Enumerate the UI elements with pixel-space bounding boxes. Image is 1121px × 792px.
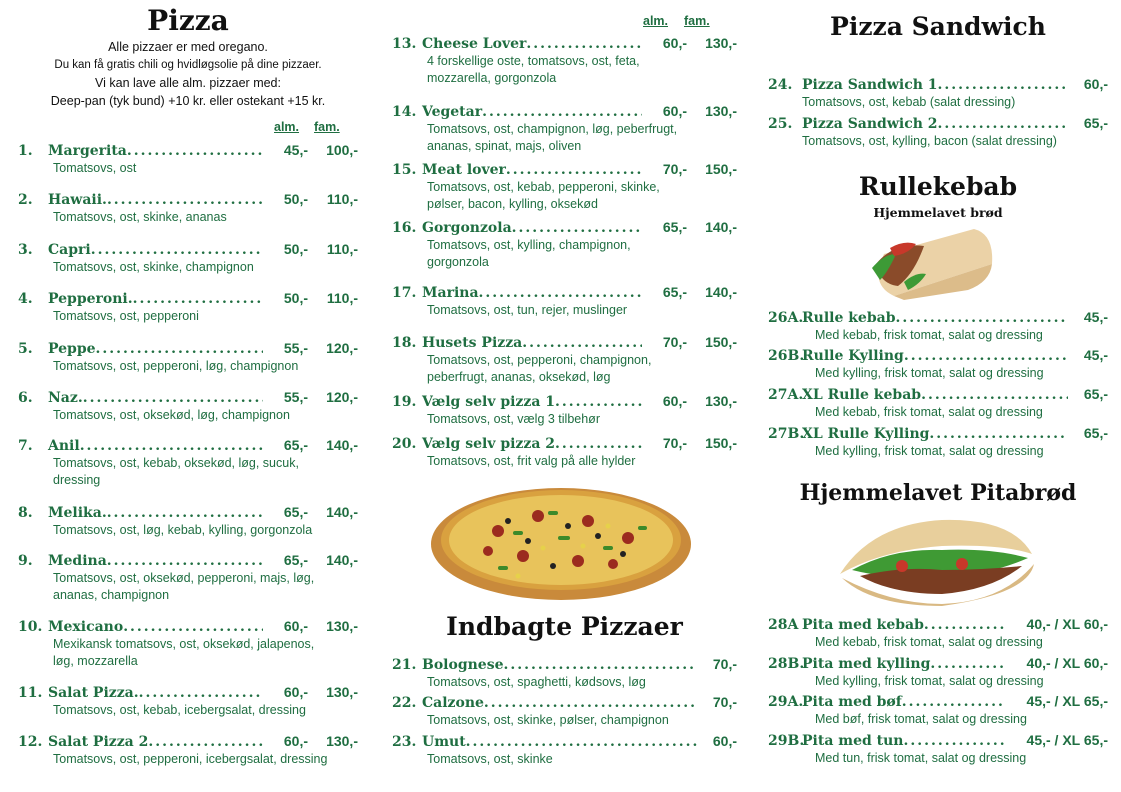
price-alm: 60,- (283, 618, 308, 634)
item-name: Rulle Kylling (802, 348, 904, 364)
price: 65,- (1083, 386, 1108, 402)
menu-item (392, 334, 737, 385)
menu-item-line (18, 241, 358, 258)
leader-dots (555, 436, 642, 452)
item-number: 10. (18, 619, 43, 635)
price-alm: 65,- (662, 284, 687, 300)
menu-item-line (18, 618, 358, 635)
item-name: Husets Pizza (422, 335, 523, 351)
leader-dots (904, 348, 1068, 364)
item-description: peberfrugt, ananas, oksekød, løg (427, 369, 611, 384)
price-alm: 70,- (662, 435, 687, 451)
price-alm: 65,- (283, 504, 308, 520)
menu-item (18, 684, 358, 719)
pita-illustration (832, 514, 1040, 606)
item-description: 4 forskellige oste, tomatsovs, ost, feta, (427, 54, 640, 68)
item-description: Tomatsovs, ost, kylling, champignon, (427, 238, 631, 252)
item-description: Tomatsovs, ost, kebab (salat dressing) (802, 95, 1016, 109)
leader-dots (479, 285, 642, 301)
item-description: Mexikansk tomatsovs, ost, oksekød, jalapenos, (53, 637, 315, 651)
item-description: Med kebab, frisk tomat, salat og dressing (815, 405, 1043, 419)
price: 45,- / XL 65,- (1026, 693, 1108, 709)
leader-dots (139, 685, 263, 701)
item-description: pølser, bacon, kylling, oksekød (427, 196, 598, 211)
item-name: Cheese Lover (422, 36, 527, 52)
note-oregano: Alle pizzaer er med oregano. (108, 40, 268, 54)
menu-item-line (768, 386, 1108, 403)
item-number: 22. (392, 695, 417, 711)
item-number: 26B. (768, 348, 805, 364)
item-name: Salat Pizza 2 (48, 734, 149, 750)
leader-dots (938, 116, 1068, 132)
leader-dots (148, 734, 263, 750)
menu-item (392, 103, 737, 154)
item-description: ananas, spinat, majs, oliven (427, 138, 582, 153)
price-fam: 150,- (705, 435, 737, 451)
menu-item-line (768, 732, 1108, 749)
price-alm: 65,- (662, 219, 687, 235)
menu-item (18, 290, 358, 325)
leader-dots (83, 390, 263, 406)
menu-item (18, 389, 358, 424)
leader-dots (929, 426, 1068, 442)
item-number: 14. (392, 104, 417, 120)
price-alm: 45,- (283, 142, 308, 158)
item-number: 9. (18, 553, 33, 569)
price-alm: 65,- (283, 437, 308, 453)
leader-dots (896, 310, 1069, 326)
item-name: Peppe (48, 341, 96, 357)
menu-item-line (768, 76, 1108, 93)
menu-item-line (18, 733, 358, 750)
item-description: Tomatsovs, ost, løg, kebab, kylling, gorgonzola (53, 523, 313, 537)
header-alm-2: alm. (643, 14, 669, 28)
leader-dots (555, 394, 642, 410)
leader-dots (930, 656, 1004, 672)
item-name: Vegetar (422, 104, 483, 120)
item-name: Gorgonzola (422, 220, 512, 236)
price: 65,- (1083, 425, 1108, 441)
leader-dots (484, 695, 697, 711)
item-name: Capri (48, 242, 91, 258)
item-name: Calzone (422, 695, 484, 711)
menu-item-line (392, 161, 737, 178)
price-alm: 55,- (283, 340, 308, 356)
price: 45,- (1083, 309, 1108, 325)
item-description: Tomatsovs, ost, skinke, ananas (53, 210, 227, 224)
menu-item-line (768, 616, 1108, 633)
menu-item-line (768, 693, 1108, 710)
sandwich-title: Pizza Sandwich (830, 12, 1046, 41)
menu-item-line (768, 425, 1108, 442)
menu-item-line (392, 694, 737, 711)
price-fam: 140,- (326, 504, 358, 520)
menu-item-line (18, 290, 358, 307)
item-description: Tomatsovs, ost, kebab, pepperoni, skinke, (427, 180, 660, 194)
pizza-title: Pizza (147, 4, 229, 37)
price-alm: 50,- (283, 241, 308, 257)
menu-item-line (18, 142, 358, 159)
item-number: 24. (768, 77, 793, 93)
price-fam: 130,- (326, 618, 358, 634)
leader-dots (504, 657, 698, 673)
menu-item (768, 693, 1108, 728)
item-description: løg, mozzarella (53, 653, 138, 668)
item-number: 28A (768, 617, 799, 633)
menu-item (18, 340, 358, 375)
item-description: Tomatsovs, ost, tun, rejer, muslinger (427, 303, 628, 317)
item-name: Pita med tun (802, 733, 904, 749)
menu-item-line (18, 389, 358, 406)
item-description: Med kebab, frisk tomat, salat og dressing (815, 328, 1043, 342)
menu-item (768, 115, 1108, 150)
item-description: Tomatsovs, ost, pepperoni (53, 309, 199, 323)
item-description: Med bøf, frisk tomat, salat og dressing (815, 712, 1027, 726)
menu-item (18, 142, 358, 177)
leader-dots (107, 192, 263, 208)
menu-item-line (392, 435, 737, 452)
menu-item-line (18, 191, 358, 208)
menu-item (392, 733, 737, 768)
item-description: Tomatsovs, ost, frit valg på alle hylder (427, 454, 636, 468)
price-alm: 60,- (662, 35, 687, 51)
item-number: 26A. (768, 310, 804, 326)
item-number: 21. (392, 657, 417, 673)
price: 60,- (1083, 76, 1108, 92)
menu-item-line (392, 656, 737, 673)
item-number: 2. (18, 192, 33, 208)
item-number: 3. (18, 242, 33, 258)
item-number: 18. (392, 335, 417, 351)
item-number: 17. (392, 285, 417, 301)
menu-item (392, 284, 737, 319)
item-description: Tomatsovs, ost, pepperoni, løg, champignon (53, 359, 299, 373)
item-number: 25. (768, 116, 793, 132)
item-description: Tomatsovs, ost, pepperoni, icebergsalat, dressing (53, 752, 328, 766)
price: 70,- (712, 656, 737, 672)
note-chili: Du kan få gratis chili og hvidløgsolie på dine pizzaer. (54, 59, 322, 71)
price-fam: 130,- (705, 393, 737, 409)
menu-item (392, 694, 737, 729)
menu-item (768, 76, 1108, 111)
item-name: Pepperoni. (48, 291, 133, 307)
leader-dots (466, 734, 697, 750)
price-fam: 120,- (326, 389, 358, 405)
menu-item-line (392, 393, 737, 410)
leader-dots (107, 553, 263, 569)
item-number: 23. (392, 734, 417, 750)
item-description: Med kylling, frisk tomat, salat og dressing (815, 444, 1044, 458)
item-description: Tomatsovs, ost, skinke, champignon (53, 260, 254, 274)
price-fam: 110,- (326, 241, 358, 257)
rullekebab-illustration (864, 224, 998, 300)
price-fam: 130,- (326, 684, 358, 700)
price-fam: 130,- (326, 733, 358, 749)
item-name: Melika. (48, 505, 107, 521)
item-number: 8. (18, 505, 33, 521)
item-description: Tomatsovs, ost, skinke (427, 752, 553, 766)
menu-item (768, 425, 1108, 460)
menu-item-line (768, 655, 1108, 672)
pizza-illustration (428, 476, 694, 604)
item-name: XL Rulle Kylling (802, 426, 930, 442)
menu-item (768, 309, 1108, 344)
note-deeppan: Deep-pan (tyk bund) +10 kr. eller ostekant +15 kr. (50, 94, 326, 108)
price: 40,- / XL 60,- (1026, 616, 1108, 632)
price-alm: 60,- (662, 393, 687, 409)
item-name: Marina (422, 285, 479, 301)
price-fam: 140,- (326, 437, 358, 453)
menu-item (392, 35, 737, 86)
header-alm: alm. (274, 120, 300, 134)
menu-item-line (392, 219, 737, 236)
item-number: 6. (18, 390, 33, 406)
item-number: 1. (18, 143, 33, 159)
leader-dots (506, 162, 642, 178)
price-fam: 140,- (326, 552, 358, 568)
price-fam: 130,- (705, 103, 737, 119)
item-description: Med kebab, frisk tomat, salat og dressing (815, 635, 1043, 649)
menu-item (392, 219, 737, 270)
leader-dots (512, 220, 642, 236)
item-name: Bolognese (422, 657, 504, 673)
price-alm: 60,- (283, 733, 308, 749)
menu-item (18, 437, 358, 488)
indbagte-title: Indbagte Pizzaer (446, 612, 683, 641)
price-alm: 55,- (283, 389, 308, 405)
item-description: Tomatsovs, ost, spaghetti, kødsovs, løg (427, 675, 646, 689)
item-description: mozzarella, gorgonzola (427, 70, 557, 85)
menu-item (18, 191, 358, 226)
item-name: Umut (422, 734, 466, 750)
price-fam: 140,- (705, 284, 737, 300)
item-description: Tomatsovs, ost, kebab, oksekød, løg, sucuk, (53, 456, 299, 470)
price-alm: 65,- (283, 552, 308, 568)
item-number: 11. (18, 685, 43, 701)
item-name: Pita med kylling (802, 656, 931, 672)
menu-item (18, 552, 358, 603)
menu-item (392, 393, 737, 428)
menu-item-line (18, 552, 358, 569)
item-name: Pizza Sandwich 1 (802, 77, 938, 93)
item-name: Salat Pizza. (48, 685, 139, 701)
price-fam: 120,- (326, 340, 358, 356)
item-name: XL Rulle kebab (802, 387, 922, 403)
menu-item-line (18, 437, 358, 454)
price: 40,- / XL 60,- (1026, 655, 1108, 671)
price-alm: 50,- (283, 191, 308, 207)
menu-item (768, 616, 1108, 651)
menu-item (18, 504, 358, 539)
item-number: 28B. (768, 656, 805, 672)
leader-dots (526, 36, 642, 52)
rulle-subtitle: Hjemmelavet brød (873, 205, 1003, 220)
price-fam: 140,- (705, 219, 737, 235)
item-description: ananas, champignon (53, 587, 170, 602)
item-number: 5. (18, 341, 33, 357)
price-alm: 70,- (662, 334, 687, 350)
rulle-title: Rullekebab (858, 172, 1018, 201)
leader-dots (123, 619, 263, 635)
item-number: 19. (392, 394, 417, 410)
item-number: 29A. (768, 694, 804, 710)
item-number: 20. (392, 436, 417, 452)
item-description: Tomatsovs, ost, pepperoni, champignon, (427, 353, 652, 367)
leader-dots (80, 438, 263, 454)
menu-item (768, 732, 1108, 767)
item-name: Mexicano (48, 619, 124, 635)
price-alm: 60,- (662, 103, 687, 119)
leader-dots (522, 335, 642, 351)
price-alm: 70,- (662, 161, 687, 177)
item-number: 16. (392, 220, 417, 236)
header-fam: fam. (314, 120, 340, 134)
item-number: 4. (18, 291, 33, 307)
item-name: Medina (48, 553, 107, 569)
item-description: Tomatsovs, ost, kylling, bacon (salat dressing) (802, 134, 1057, 148)
leader-dots (902, 694, 1004, 710)
leader-dots (921, 387, 1068, 403)
price: 70,- (712, 694, 737, 710)
price-fam: 110,- (326, 290, 358, 306)
item-description: Tomatsovs, ost, champignon, løg, peberfrugt, (427, 122, 678, 136)
menu-item-line (392, 733, 737, 750)
price: 60,- (712, 733, 737, 749)
menu-item (392, 656, 737, 691)
leader-dots (91, 242, 263, 258)
item-description: Tomatsovs, ost, skinke, pølser, champignon (427, 713, 669, 727)
leader-dots (903, 733, 1004, 749)
menu-item-line (18, 504, 358, 521)
leader-dots (127, 143, 263, 159)
leader-dots (96, 341, 263, 357)
price-fam: 110,- (326, 191, 358, 207)
item-description: Tomatsovs, ost, oksekød, pepperoni, majs, løg, (53, 571, 315, 585)
menu-item-line (768, 309, 1108, 326)
menu-item-line (392, 35, 737, 52)
item-description: Tomatsovs, ost, kebab, icebergsalat, dressing (53, 703, 306, 717)
item-name: Pita med kebab (802, 617, 924, 633)
item-number: 12. (18, 734, 43, 750)
price-fam: 100,- (326, 142, 358, 158)
leader-dots (133, 291, 263, 307)
menu-item (392, 161, 737, 212)
menu-item-line (392, 334, 737, 351)
price-fam: 150,- (705, 161, 737, 177)
item-number: 27A. (768, 387, 804, 403)
item-description: Tomatsovs, ost, vælg 3 tilbehør (427, 412, 600, 426)
item-name: Meat lover (422, 162, 506, 178)
item-description: Tomatsovs, ost, oksekød, løg, champignon (53, 408, 290, 422)
item-name: Anil (48, 438, 80, 454)
item-description: Tomatsovs, ost (53, 161, 137, 175)
item-name: Margerita (48, 143, 127, 159)
item-number: 13. (392, 36, 417, 52)
item-name: Rulle kebab (802, 310, 896, 326)
menu-item (392, 435, 737, 470)
item-description: dressing (53, 472, 101, 487)
item-name: Vælg selv pizza 1 (422, 394, 556, 410)
price-fam: 130,- (705, 35, 737, 51)
item-description: Med kylling, frisk tomat, salat og dressing (815, 366, 1044, 380)
menu-item-line (392, 103, 737, 120)
item-description: Med kylling, frisk tomat, salat og dressing (815, 674, 1044, 688)
item-name: Vælg selv pizza 2 (422, 436, 556, 452)
price: 65,- (1083, 115, 1108, 131)
item-number: 7. (18, 438, 33, 454)
item-description: Med tun, frisk tomat, salat og dressing (815, 751, 1027, 765)
price-alm: 50,- (283, 290, 308, 306)
item-name: Pita med bøf (802, 694, 902, 710)
pita-title: Hjemmelavet Pitabrød (799, 480, 1077, 506)
item-number: 15. (392, 162, 417, 178)
note-alm: Vi kan lave alle alm. pizzaer med: (95, 76, 281, 90)
price-fam: 150,- (705, 334, 737, 350)
menu-item-line (18, 340, 358, 357)
menu-item-line (768, 115, 1108, 132)
menu-item (768, 655, 1108, 690)
menu-item-line (768, 347, 1108, 364)
menu-item-line (18, 684, 358, 701)
leader-dots (107, 505, 263, 521)
price: 45,- (1083, 347, 1108, 363)
item-number: 27B. (768, 426, 805, 442)
price: 45,- / XL 65,- (1026, 732, 1108, 748)
pizza-notes (18, 38, 358, 110)
menu-item (768, 386, 1108, 421)
header-fam-2: fam. (684, 14, 710, 28)
menu-item (18, 241, 358, 276)
menu-item (18, 618, 358, 669)
leader-dots (482, 104, 642, 120)
leader-dots (924, 617, 1004, 633)
menu-item-line (392, 284, 737, 301)
menu-item (18, 733, 358, 768)
item-description: gorgonzola (427, 254, 489, 269)
menu-item (768, 347, 1108, 382)
item-name: Hawaii. (48, 192, 107, 208)
item-name: Pizza Sandwich 2 (802, 116, 938, 132)
leader-dots (938, 77, 1068, 93)
item-name: Naz. (48, 390, 83, 406)
price-alm: 60,- (283, 684, 308, 700)
item-number: 29B. (768, 733, 805, 749)
